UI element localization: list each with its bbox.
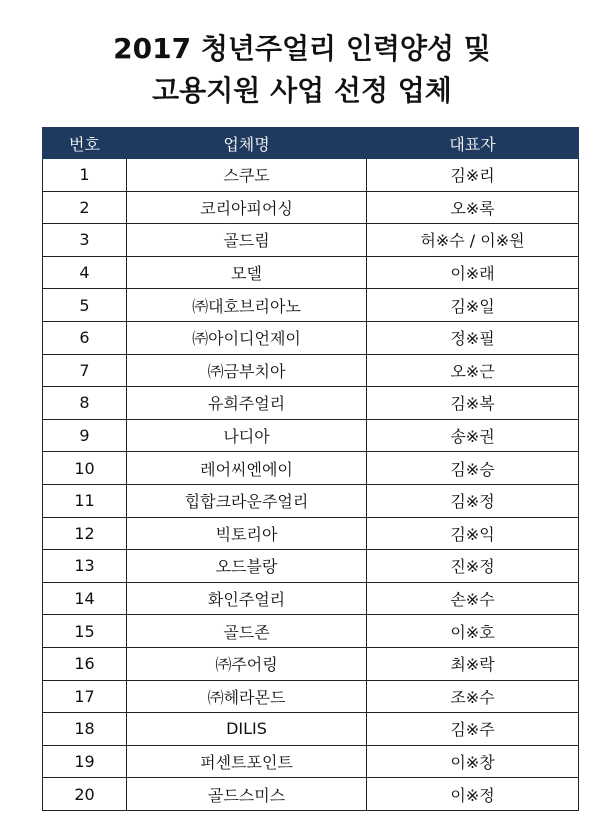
representative-name: 오※록 bbox=[367, 191, 579, 224]
row-number: 7 bbox=[43, 354, 127, 387]
table-row bbox=[43, 582, 579, 615]
representative-name: 조※수 bbox=[367, 680, 579, 713]
company-name: 골드존 bbox=[127, 615, 367, 648]
row-number: 10 bbox=[43, 452, 127, 485]
table-row bbox=[43, 680, 579, 713]
row-number: 18 bbox=[43, 713, 127, 746]
row-number: 9 bbox=[43, 419, 127, 452]
row-number: 3 bbox=[43, 224, 127, 257]
company-name: 골드스미스 bbox=[127, 778, 367, 811]
representative-name: 이※정 bbox=[367, 778, 579, 811]
table-row bbox=[43, 484, 579, 517]
table-body bbox=[43, 159, 579, 811]
company-name: 퍼센트포인트 bbox=[127, 745, 367, 778]
representative-name: 김※승 bbox=[367, 452, 579, 485]
representative-name: 이※창 bbox=[367, 745, 579, 778]
table-row bbox=[43, 550, 579, 583]
table-row bbox=[43, 713, 579, 746]
representative-name: 이※래 bbox=[367, 256, 579, 289]
company-name: 빅토리아 bbox=[127, 517, 367, 550]
row-number: 13 bbox=[43, 550, 127, 583]
company-name: 스쿠도 bbox=[127, 159, 367, 192]
company-name: DILIS bbox=[127, 713, 367, 746]
row-number: 5 bbox=[43, 289, 127, 322]
table-row bbox=[43, 452, 579, 485]
row-number: 17 bbox=[43, 680, 127, 713]
representative-name: 김※정 bbox=[367, 484, 579, 517]
table-row bbox=[43, 321, 579, 354]
table-row bbox=[43, 191, 579, 224]
table-row bbox=[43, 224, 579, 257]
row-number: 12 bbox=[43, 517, 127, 550]
row-number: 19 bbox=[43, 745, 127, 778]
table-row bbox=[43, 647, 579, 680]
row-number: 2 bbox=[43, 191, 127, 224]
representative-name: 손※수 bbox=[367, 582, 579, 615]
representative-name: 김※일 bbox=[367, 289, 579, 322]
representative-name: 오※근 bbox=[367, 354, 579, 387]
representative-name: 이※호 bbox=[367, 615, 579, 648]
company-name: ㈜헤라몬드 bbox=[127, 680, 367, 713]
header-number: 번호 bbox=[43, 128, 127, 159]
company-name: ㈜대호브리아노 bbox=[127, 289, 367, 322]
table-row bbox=[43, 256, 579, 289]
row-number: 1 bbox=[43, 159, 127, 192]
table-row bbox=[43, 517, 579, 550]
company-name: 오드블랑 bbox=[127, 550, 367, 583]
table-row bbox=[43, 778, 579, 811]
row-number: 4 bbox=[43, 256, 127, 289]
page-title-line-2: 고용지원 사업 선정 업체 bbox=[152, 74, 452, 107]
company-name: 힙합크라운주얼리 bbox=[127, 484, 367, 517]
table-row bbox=[43, 615, 579, 648]
company-name: 나디아 bbox=[127, 419, 367, 452]
row-number: 15 bbox=[43, 615, 127, 648]
table-row bbox=[43, 419, 579, 452]
company-name: 골드림 bbox=[127, 224, 367, 257]
company-name: 레어씨엔에이 bbox=[127, 452, 367, 485]
row-number: 20 bbox=[43, 778, 127, 811]
representative-name: 송※권 bbox=[367, 419, 579, 452]
company-table bbox=[42, 127, 579, 811]
row-number: 11 bbox=[43, 484, 127, 517]
representative-name: 김※익 bbox=[367, 517, 579, 550]
table-header-row bbox=[43, 128, 579, 159]
company-name: 코리아피어싱 bbox=[127, 191, 367, 224]
company-name: ㈜아이디언제이 bbox=[127, 321, 367, 354]
company-name: 유희주얼리 bbox=[127, 387, 367, 420]
representative-name: 김※복 bbox=[367, 387, 579, 420]
representative-name: 최※락 bbox=[367, 647, 579, 680]
page-title-line-1: 2017 청년주얼리 인력양성 및 bbox=[113, 32, 491, 65]
header-company: 업체명 bbox=[127, 128, 367, 159]
representative-name: 정※필 bbox=[367, 321, 579, 354]
company-name: ㈜주어링 bbox=[127, 647, 367, 680]
company-name: 모델 bbox=[127, 256, 367, 289]
representative-name: 허※수 / 이※원 bbox=[367, 224, 579, 257]
company-name: ㈜금부치아 bbox=[127, 354, 367, 387]
page-title bbox=[0, 28, 604, 112]
representative-name: 김※주 bbox=[367, 713, 579, 746]
table-row bbox=[43, 159, 579, 192]
row-number: 14 bbox=[43, 582, 127, 615]
header-representative: 대표자 bbox=[367, 128, 579, 159]
row-number: 8 bbox=[43, 387, 127, 420]
table-row bbox=[43, 745, 579, 778]
table-row bbox=[43, 289, 579, 322]
row-number: 6 bbox=[43, 321, 127, 354]
table-row bbox=[43, 354, 579, 387]
representative-name: 김※리 bbox=[367, 159, 579, 192]
company-name: 화인주얼리 bbox=[127, 582, 367, 615]
table-row bbox=[43, 387, 579, 420]
row-number: 16 bbox=[43, 647, 127, 680]
representative-name: 진※정 bbox=[367, 550, 579, 583]
